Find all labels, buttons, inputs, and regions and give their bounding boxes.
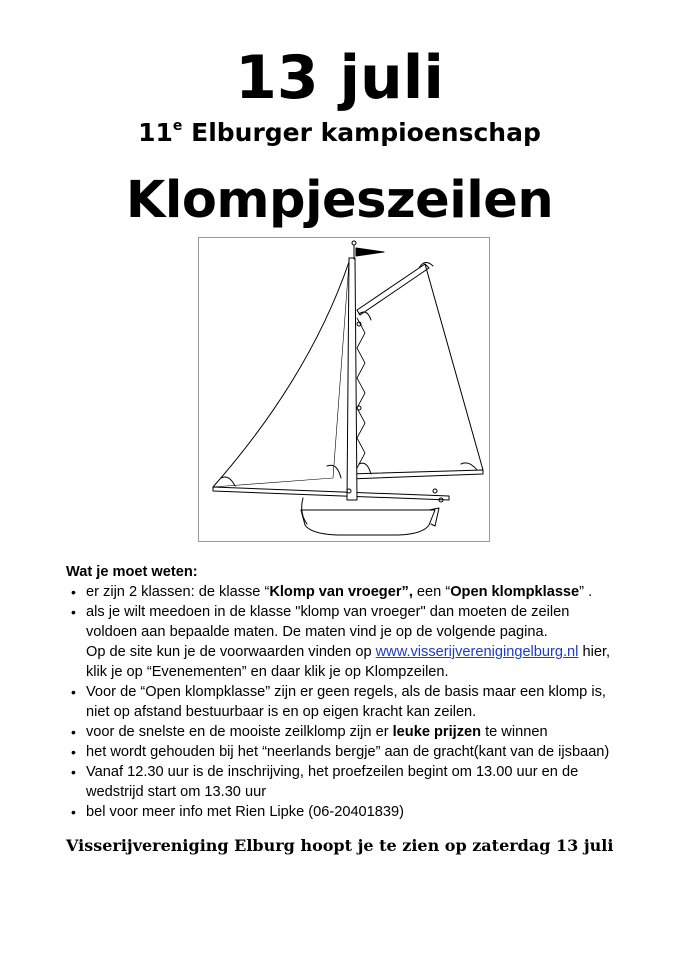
website-link[interactable]: www.visserijverenigingelburg.nl [375,644,579,660]
hull [301,510,435,535]
list-item [66,762,656,802]
jib [213,262,349,487]
list-item [66,722,656,742]
text: een “ [412,584,451,600]
event-subtitle [0,116,679,150]
sailboat-illustration [198,237,490,542]
edition-suffix: e [172,118,183,134]
list-item: • het wordt gehouden bij het “neerlands bergje” aan de gracht(kant van de ijsbaan) [66,742,656,762]
text-line: niet op afstand bestuurbaar is en op eigen kracht kan zeilen. [86,704,477,720]
text: voor de snelste en de mooiste zeilklomp zijn er [86,724,393,740]
info-section [66,562,656,822]
prizes-highlight: leuke prijzen [392,724,482,740]
text-line [86,642,656,662]
text: ” . [579,584,593,600]
list-item [66,582,656,602]
info-list [66,582,656,822]
mainsail [425,264,483,470]
boom [213,487,449,500]
gaff [357,264,429,315]
text-line: wedstrijd start om 13.30 uur [86,784,267,800]
text-line: • Voor de “Open klompklasse” zijn er geen regels, als de basis maar een klomp is, [86,684,606,700]
list-item [66,602,656,682]
class-open-klompklasse: Open klompklasse [450,584,580,600]
text: er zijn 2 klassen: de klasse “ [86,584,270,600]
subtitle-text: Elburger kampioenschap [182,118,541,147]
pennant [356,248,384,256]
event-date: 13 juli [235,43,444,113]
text-line: klik je op “Evenementen” en daar klik je op Klompzeilen. [86,664,449,680]
ratlines [357,318,365,468]
foot-line [349,470,483,479]
text: hier, [578,644,611,660]
list-item [66,682,656,722]
text: te winnen [481,724,548,740]
list-item: • bel voor meer info met Rien Lipke (06-20401839) [66,802,656,822]
event-title: Klompjeszeilen [125,171,554,230]
edition-number: 11 [138,118,173,147]
text: Op de site kun je de voorwaarden vinden op [86,644,376,660]
class-klomp-van-vroeger: Klomp van vroeger”, [269,584,413,600]
mast [347,258,357,500]
text-line: • Vanaf 12.30 uur is de inschrijving, het proefzeilen begint om 13.00 uur en de [86,764,579,780]
text-line: voldoen aan bepaalde maten. De maten vind je op de volgende pagina. [86,624,548,640]
info-heading: Wat je moet weten: [66,564,198,580]
closing-message: Visserijvereniging Elburg hoopt je te zien op zaterdag 13 juli [66,836,614,855]
text-line: • als je wilt meedoen in de klasse "klomp van vroeger" dan moeten de zeilen [86,604,570,620]
sailboat-drawing [199,238,489,541]
